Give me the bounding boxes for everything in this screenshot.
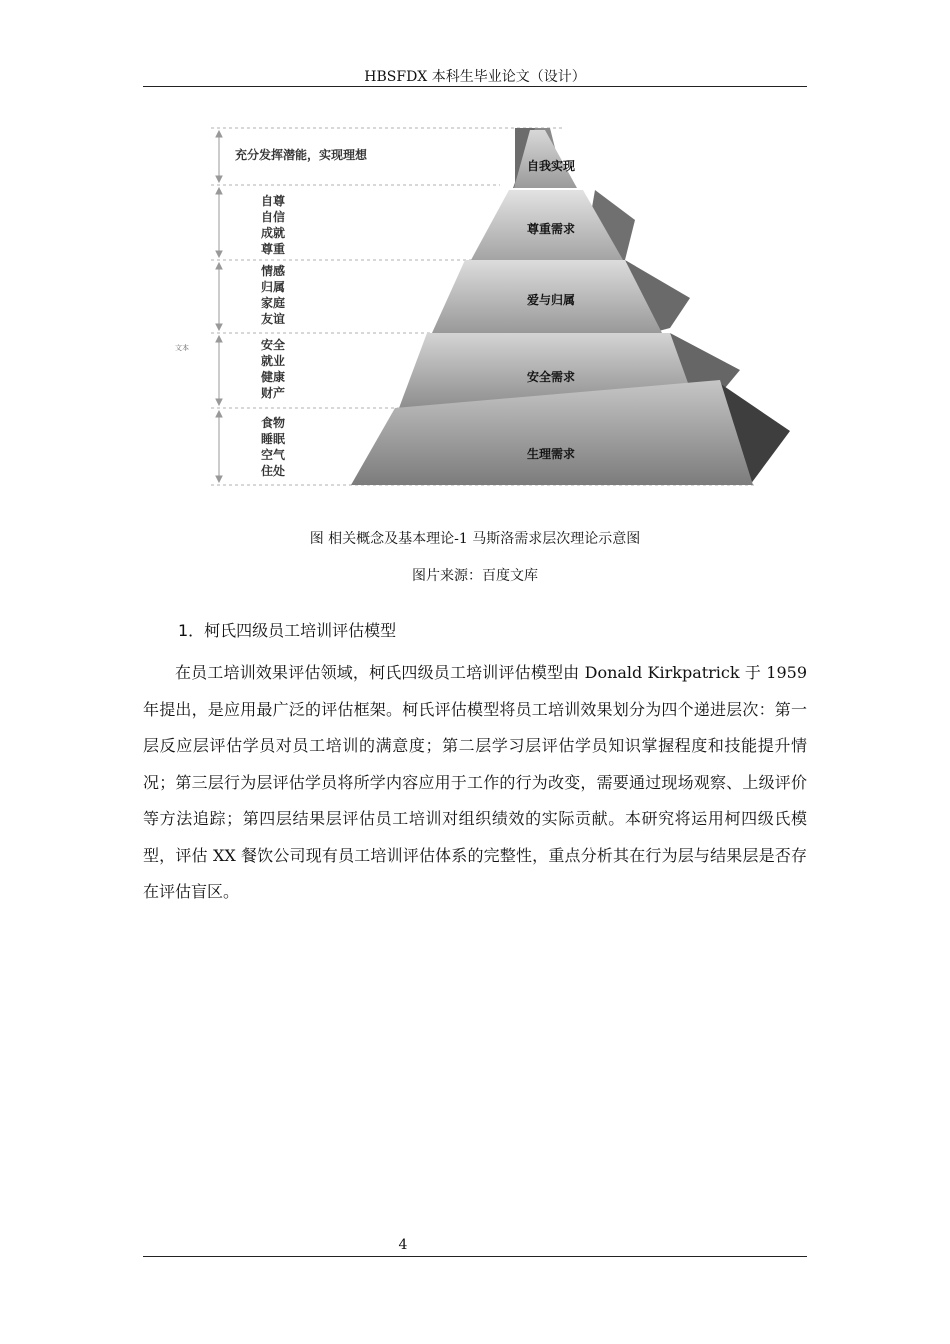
level-3-desc-1: 情感 [261,264,286,278]
level-5-desc-2: 睡眠 [261,432,286,446]
level-4-desc-1: 安全 [261,338,286,352]
level-5-name: 生理需求 [526,447,576,461]
level-2-desc-3: 成就 [261,226,286,240]
pyramid-level-1 [513,128,577,188]
level-2-name: 尊重需求 [526,222,576,236]
side-label: 文本 [175,344,189,352]
level-4-desc-3: 健康 [261,370,286,384]
level-5-desc-4: 住处 [261,464,286,478]
header-rule [143,86,807,87]
level-2-desc-1: 自尊 [261,194,286,208]
level-2-desc-4: 尊重 [261,242,286,256]
section-heading: 1．柯氏四级员工培训评估模型 [178,621,397,640]
page-header: HBSFDX 本科生毕业论文（设计） [364,69,586,85]
level-3-desc-3: 家庭 [261,296,286,310]
footer-rule [143,1256,807,1257]
level-4-desc-4: 财产 [261,386,286,400]
level-3-name: 爱与归属 [526,293,576,307]
level-3-desc-2: 归属 [261,280,286,294]
level-4-desc-2: 就业 [261,354,286,368]
level-5-desc-1: 食物 [261,416,286,430]
level-2-desc-2: 自信 [261,210,286,224]
range-arrows [216,131,222,482]
figure-caption: 图 相关概念及基本理论-1 马斯洛需求层次理论示意图 [309,531,641,547]
figure-source: 图片来源：百度文库 [412,568,538,584]
level-1-desc: 充分发挥潜能，实现理想 [235,148,368,162]
level-4-name: 安全需求 [526,370,576,384]
level-5-desc-3: 空气 [261,448,286,462]
body-paragraph: 在员工培训效果评估领域，柯氏四级员工培训评估模型由 Donald Kirkpatrick 于 1959 年提出，是应用最广泛的评估框架。柯氏评估模型将员工培训效果划分为四个递进层次：第一层反应层评估学员对员工培训的满意度；第二层学习层评估学员知识掌握程度和技能提升情况；第三层行为层评估学员将所学内容应用于工作的行为改变，需要通过现场观察、上级评价等方法追踪；第四层结果层评估员工培训对组织绩效的实际贡献。本研究将运用柯四级氏模型，评估 XX 餐饮公司现有员工培训评估体系的完整性，重点分析其在行为层与结果层是否存在评估盲区。 [143,663,807,901]
level-1-name: 自我实现 [526,159,576,173]
maslow-pyramid-figure [165,118,805,498]
page-number: 4 [398,1237,408,1253]
level-3-desc-4: 友谊 [261,312,286,326]
